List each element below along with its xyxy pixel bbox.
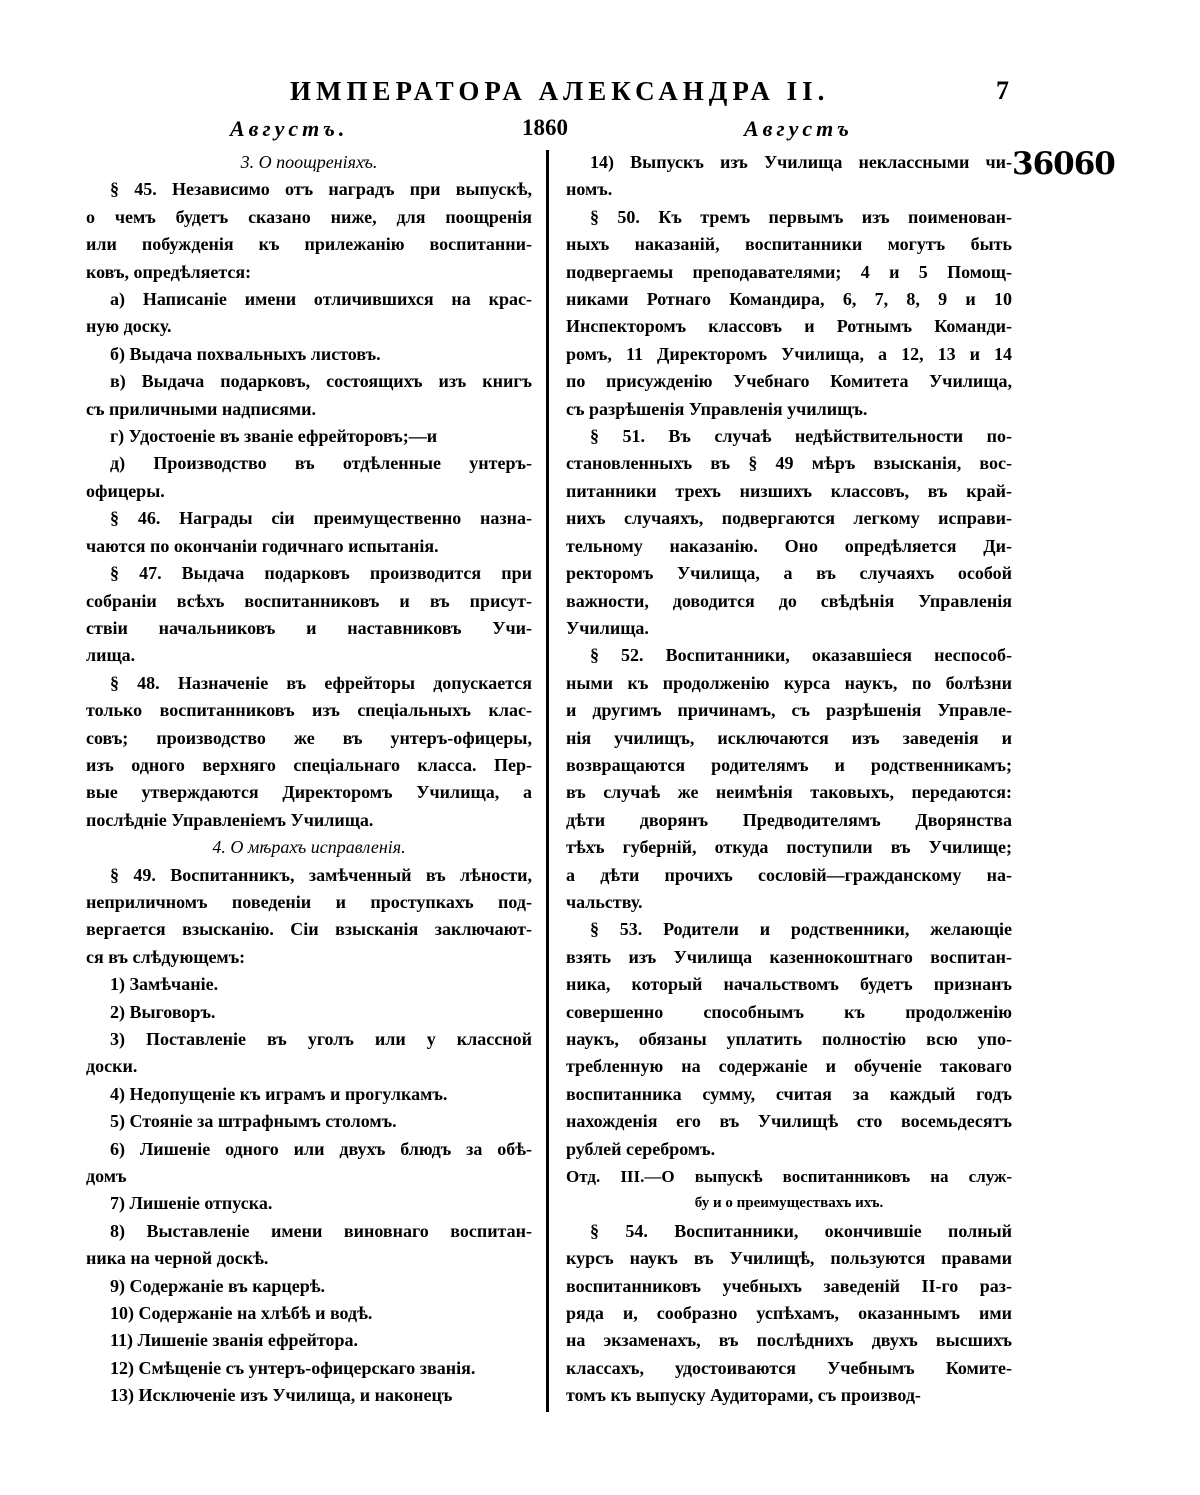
paragraph <box>86 1218 532 1273</box>
text-line: § 51. Въ случаѣ недѣйствительности по- <box>590 426 1012 447</box>
text-line: а дѣти прочихъ сословій—гражданскому на- <box>566 864 1012 885</box>
text-line: воспитанника сумму, считая за каждый годъ <box>566 1083 1012 1104</box>
left-column <box>86 149 532 1410</box>
text-line: требленную на содержаніе и обученіе таковаго <box>566 1056 1012 1077</box>
paragraph <box>86 1108 532 1135</box>
text-line: офицеры. <box>86 480 165 501</box>
text-line: Училища. <box>566 617 649 638</box>
text-line: лища. <box>86 645 136 666</box>
paragraph <box>86 1327 532 1354</box>
month-right: Августъ <box>744 116 853 141</box>
text-line: § 53. Родители и родственники, желающіе <box>590 919 1012 940</box>
text-line: дѣти дворянъ Предводителямъ Дворянства <box>566 809 1012 830</box>
paragraph <box>86 368 532 423</box>
text-line: а) Написаніе имени отличившихся на крас- <box>110 289 532 310</box>
text-line: вые утверждаются Директоромъ Училища, а <box>86 782 532 803</box>
text-line: ными къ продолженію курса наукъ, по болѣзни <box>566 672 1012 693</box>
paragraph <box>86 423 532 450</box>
paragraph <box>86 286 532 341</box>
text-line: на экзаменахъ, въ послѣднихъ двухъ высшихъ <box>566 1330 1012 1351</box>
text-line: 5) Стояніе за штрафнымъ столомъ. <box>110 1111 397 1132</box>
text-line: § 52. Воспитанники, оказавшіеся неспособ- <box>590 645 1012 666</box>
text-line: Отд. III.—О выпускѣ воспитанниковъ на служ- <box>566 1167 1012 1187</box>
text-line: ромъ, 11 Директоромъ Училища, а 12, 13 и 14 <box>566 343 1012 364</box>
text-line: ныхъ наказаній, воспитанники могутъ быть <box>566 234 1012 255</box>
month-left: Августъ. <box>230 116 349 141</box>
text-line: бу и о преимуществахъ ихъ. <box>694 1195 884 1212</box>
text-line: подвергаемы преподавателями; 4 и 5 Помощ- <box>566 261 1012 282</box>
text-line: тельному наказанію. Оно опредѣляется Ди- <box>566 535 1012 556</box>
paragraph <box>86 1273 532 1300</box>
text-line: ся въ слѣдующемъ: <box>86 946 246 967</box>
text-line: § 49. Воспитанникъ, замѣченный въ лѣности, <box>110 864 532 885</box>
text-line: 12) Смѣщеніе съ унтеръ-офицерскаго званія. <box>110 1357 476 1378</box>
paragraph <box>86 670 532 834</box>
text-line: или побужденія къ прилежанію воспитанни- <box>86 234 532 255</box>
text-line: возвращаются родителямъ и родственникамъ; <box>566 754 1012 775</box>
text-line: съ приличными надписями. <box>86 398 316 419</box>
margin-law-number: 36060 <box>1012 146 1115 182</box>
paragraph <box>566 642 1012 916</box>
text-line: совершенно способнымъ къ продолженію <box>566 1001 1012 1022</box>
text-line: становленныхъ въ § 49 мѣръ взысканія, вос- <box>566 453 1012 474</box>
text-line: съ разрѣшенія Управленія училищъ. <box>566 398 868 419</box>
text-line: § 47. Выдача подарковъ производится при <box>110 563 532 584</box>
text-line: 6) Лишеніе одного или двухъ блюдъ за обѣ- <box>110 1138 532 1159</box>
text-line: изъ одного верхняго спеціальнаго класса. Пер- <box>86 754 532 775</box>
paragraph <box>566 149 1012 204</box>
text-line: г) Удостоеніе въ званіе ефрейторовъ;—и <box>110 426 438 447</box>
column-divider <box>546 150 549 1412</box>
text-line: совъ; производство же въ унтеръ-офицеры, <box>86 727 532 748</box>
paragraph <box>566 423 1012 642</box>
text-line: 13) Исключеніе изъ Училища, и наконецъ <box>110 1385 453 1406</box>
text-line: § 54. Воспитанники, окончившіе полный <box>590 1220 1012 1241</box>
text-line: 3) Поставленіе въ уголъ или у классной <box>110 1029 532 1049</box>
text-line: ника на черной доскѣ. <box>86 1248 269 1269</box>
text-line: 14) Выпускъ изъ Училища неклассными чи- <box>590 152 1012 172</box>
text-line: воспитанниковъ учебныхъ заведеній II-го раз- <box>566 1275 1012 1296</box>
text-line: послѣдніе Управленіемъ Училища. <box>86 809 374 830</box>
text-line: 2) Выговоръ. <box>110 1001 216 1022</box>
text-line: томъ къ выпуску Аудиторами, съ производ- <box>566 1385 921 1406</box>
paragraph <box>86 862 532 972</box>
text-line: б) Выдача похвальныхъ листовъ. <box>110 343 381 364</box>
text-line: нія училищъ, исключаются изъ заведенія и <box>566 727 1012 748</box>
paragraph <box>86 999 532 1026</box>
running-title: ИМПЕРАТОРА АЛЕКСАНДРА II. <box>290 76 830 106</box>
text-line: наукъ, обязаны уплатить полностію всю упо- <box>566 1029 1012 1049</box>
text-line: рублей серебромъ. <box>566 1138 716 1159</box>
text-line: важности, доводится до свѣдѣнія Управленія <box>566 590 1012 611</box>
text-line: взять изъ Училища казеннокоштнаго воспитан- <box>566 946 1012 967</box>
text-line: курсъ наукъ въ Училищѣ, пользуются правами <box>566 1248 1012 1269</box>
text-line: § 46. Награды сіи преимущественно назна- <box>110 508 532 529</box>
year: 1860 <box>522 115 568 140</box>
paragraph <box>86 1190 532 1217</box>
text-line: о чемъ будетъ сказано ниже, для поощренія <box>86 206 532 227</box>
text-line: 7) Лишеніе отпуска. <box>110 1193 273 1214</box>
text-line: номъ. <box>566 179 613 200</box>
text-line: чальству. <box>566 891 643 912</box>
text-line: питанники трехъ низшихъ классовъ, въ край- <box>566 480 1012 501</box>
text-line: ную доску. <box>86 316 172 337</box>
paragraph <box>86 450 532 505</box>
text-line: ковъ, опредѣляется: <box>86 261 252 282</box>
paragraph <box>566 916 1012 1163</box>
text-line: только воспитанниковъ изъ спеціальныхъ клас- <box>86 700 532 721</box>
text-line: тѣхъ губерній, откуда поступили въ Училище; <box>566 837 1012 858</box>
paragraph <box>86 176 532 286</box>
page-number: 7 <box>996 76 1009 105</box>
paragraph <box>86 560 532 670</box>
text-line: доски. <box>86 1056 138 1077</box>
text-line: д) Производство въ отдѣленные унтеръ- <box>110 453 532 474</box>
text-line: 3. О поощреніяхъ. <box>240 152 378 172</box>
paragraph <box>86 971 532 998</box>
text-line: ряда и, сообразно успѣхамъ, оказаннымъ ими <box>566 1303 1012 1324</box>
paragraph <box>86 1136 532 1191</box>
text-line: никами Ротнаго Командира, 6, 7, 8, 9 и 10 <box>566 289 1012 310</box>
text-line: вергается взысканію. Сіи взысканія заключают- <box>86 919 532 940</box>
paragraph <box>86 505 532 560</box>
text-line: въ случаѣ же неимѣнія таковыхъ, передаются: <box>566 782 1012 803</box>
text-line: § 50. Къ тремъ первымъ изъ поименован- <box>590 206 1012 227</box>
section-heading <box>86 149 532 176</box>
text-line: и другимъ причинамъ, съ разрѣшенія Управле- <box>566 700 1012 721</box>
text-line: 9) Содержаніе въ карцерѣ. <box>110 1275 326 1296</box>
paragraph <box>86 341 532 368</box>
paragraph <box>86 1081 532 1108</box>
text-line: по присужденію Учебнаго Комитета Училища, <box>566 371 1012 392</box>
text-line: 4) Недопущеніе къ играмъ и прогулкамъ. <box>110 1083 448 1104</box>
text-line: 10) Содержаніе на хлѣбѣ и водѣ. <box>110 1303 373 1324</box>
text-line: 1) Замѣчаніе. <box>110 974 219 995</box>
text-line: 4. О мѣрахъ исправленія. <box>212 837 406 858</box>
paragraph <box>566 204 1012 423</box>
paragraph <box>86 1382 532 1409</box>
text-line: домъ <box>86 1166 127 1187</box>
section-heading <box>86 834 532 861</box>
text-line: в) Выдача подарковъ, состоящихъ изъ книгъ <box>110 371 532 392</box>
right-column <box>566 149 1012 1410</box>
text-line: 11) Лишеніе званія ефрейтора. <box>110 1330 359 1351</box>
paragraph <box>86 1026 532 1081</box>
text-line: ника, который начальствомъ будетъ признанъ <box>566 974 1012 995</box>
text-line: Инспекторомъ классовъ и Ротнымъ Команди- <box>566 316 1012 337</box>
text-line: собраніи всѣхъ воспитанниковъ и въ присут- <box>86 590 532 611</box>
paragraph <box>86 1355 532 1382</box>
text-line: ректоромъ Училища, а въ случаяхъ особой <box>566 563 1012 584</box>
text-line: неприличномъ поведеніи и проступкахъ под- <box>86 891 532 912</box>
paragraph <box>86 1300 532 1327</box>
text-line: классахъ, удостоиваются Учебнымъ Комите- <box>566 1357 1012 1378</box>
text-line: § 45. Независимо отъ наградъ при выпускѣ, <box>110 179 532 200</box>
text-line: § 48. Назначеніе въ ефрейторы допускается <box>110 672 532 693</box>
text-line: нахожденія его въ Училищѣ сто восемьдесятъ <box>566 1111 1012 1132</box>
text-line: 8) Выставленіе имени виновнаго воспитан- <box>110 1220 532 1241</box>
division-heading <box>566 1163 1012 1218</box>
text-line: ствіи начальниковъ и наставниковъ Учи- <box>86 617 532 638</box>
text-line: нихъ случаяхъ, подвергаются легкому исправи- <box>566 508 1012 529</box>
text-line: чаются по окончаніи годичнаго испытанія. <box>86 535 439 556</box>
paragraph <box>566 1218 1012 1410</box>
